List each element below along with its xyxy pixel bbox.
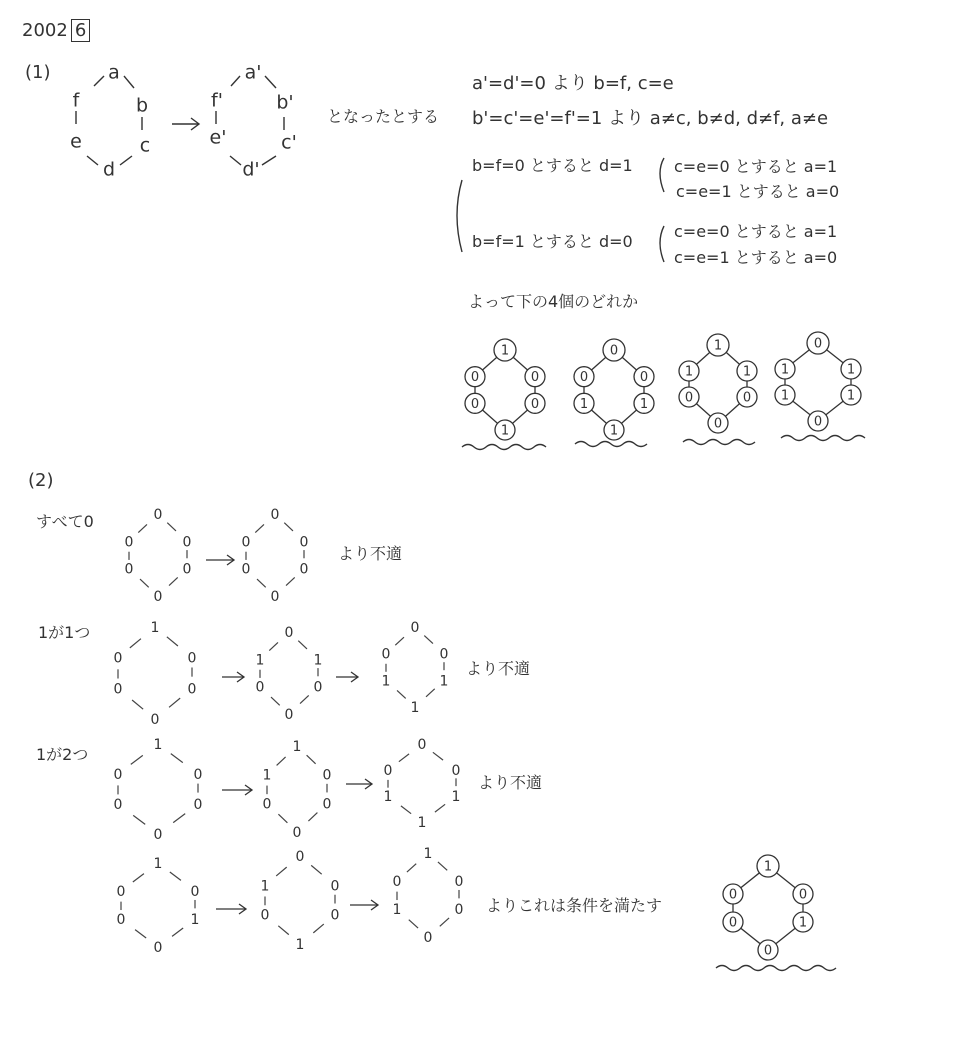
node-value: 1 <box>780 388 790 404</box>
answer-hexagon-3 <box>679 334 757 433</box>
hex-dash <box>278 814 287 823</box>
node-value: 1 <box>579 396 589 412</box>
node-value: 0 <box>417 737 427 753</box>
node-value: 1 <box>417 815 427 831</box>
hex-dash <box>298 641 307 649</box>
ring-after-e: e' <box>209 126 227 149</box>
row3-note: より不適 <box>478 773 543 792</box>
row2-note: より不適 <box>466 659 531 678</box>
ring-after-c: c' <box>281 131 297 154</box>
node-value: 0 <box>798 887 808 903</box>
node-value: 1 <box>392 902 402 918</box>
hex-dash <box>167 523 176 531</box>
node-value: 1 <box>262 767 272 784</box>
hex-dash <box>135 930 146 938</box>
node-value: 0 <box>255 679 265 696</box>
node-value: 0 <box>153 507 163 523</box>
hex-dash <box>313 924 324 933</box>
row4-note: よりこれは条件を満たす <box>486 896 663 915</box>
ring-after-d: d' <box>242 158 260 181</box>
hex-dash <box>277 757 286 766</box>
node-value: 1 <box>500 423 510 439</box>
node-value: 0 <box>322 796 332 813</box>
hex-dash <box>133 815 145 824</box>
node-value: 1 <box>313 652 323 669</box>
hex-dash <box>435 804 445 812</box>
derivation-line-1: a'=d'=0 より b=f, c=e <box>472 73 674 94</box>
node-value: 1 <box>410 700 420 716</box>
node-value: 1 <box>260 878 270 895</box>
node-value: 0 <box>262 796 272 813</box>
derivation-line-2: b'=c'=e'=f'=1 より a≠c, b≠d, d≠f, a≠e <box>472 108 829 129</box>
row3-hexagon-start <box>114 737 203 843</box>
node-value: 0 <box>113 797 123 813</box>
hex-dash <box>397 690 406 698</box>
hex-dash <box>172 928 183 936</box>
hex-dash <box>276 867 287 876</box>
hex-dash <box>167 637 178 646</box>
node-value: 0 <box>150 712 160 728</box>
answer-hexagon-1 <box>465 339 545 440</box>
row1-arrow <box>206 555 234 565</box>
ring-before-c: c <box>139 134 151 157</box>
node-value: 0 <box>392 874 402 890</box>
row4-arrow-1 <box>216 904 246 914</box>
node-value: 0 <box>124 561 134 578</box>
ring-after-b: b' <box>276 91 294 114</box>
hex-dash <box>407 864 416 872</box>
node-value: 0 <box>116 884 126 900</box>
node-value: 0 <box>530 370 540 386</box>
hex-dash <box>130 639 141 648</box>
node-value: 1 <box>639 396 649 412</box>
case-2: b=f=1 とすると d=0 <box>472 232 633 251</box>
row4-hexagon-start <box>117 856 200 956</box>
hex-dash <box>424 636 433 644</box>
node-value: 0 <box>295 849 305 865</box>
node-value: 1 <box>383 789 393 805</box>
hex-dash <box>140 579 149 587</box>
node-value: 0 <box>241 534 251 551</box>
node-value: 1 <box>500 343 510 359</box>
node-value: 0 <box>470 370 480 386</box>
part1-label: (1) <box>25 62 51 83</box>
node-value: 0 <box>284 707 294 723</box>
node-value: 0 <box>182 534 192 551</box>
hex-dash <box>171 754 183 763</box>
hex-dash <box>133 874 144 882</box>
hex-dash <box>169 698 180 707</box>
row4-answer-hexagon <box>723 855 813 960</box>
hex-dash <box>401 806 411 814</box>
node-value: 0 <box>742 390 752 406</box>
node-value: 1 <box>798 915 808 931</box>
node-value: 0 <box>423 930 433 946</box>
row2-hexagon-next <box>256 625 323 723</box>
part2-label: (2) <box>28 470 54 491</box>
node-value: 0 <box>270 507 280 523</box>
node-value: 0 <box>639 370 649 386</box>
node-value: 0 <box>284 625 294 641</box>
hex-dash <box>438 862 447 870</box>
node-value: 0 <box>116 912 126 928</box>
hex-dash <box>426 689 435 697</box>
node-value: 0 <box>813 414 823 430</box>
case-1: b=f=0 とすると d=1 <box>472 156 633 175</box>
node-value: 0 <box>684 390 694 406</box>
hex-dash <box>307 755 316 764</box>
row4-hexagon-third <box>393 846 464 946</box>
row1-note: より不適 <box>338 544 403 563</box>
node-value: 1 <box>255 652 265 669</box>
node-value: 0 <box>813 336 823 352</box>
node-value: 0 <box>383 763 393 779</box>
node-value: 1 <box>451 789 461 805</box>
ring-before-d: d <box>102 158 116 181</box>
hex-dash <box>269 642 278 650</box>
node-value: 1 <box>846 388 856 404</box>
ring-after-a: a' <box>244 61 262 84</box>
hex-dash <box>278 926 289 935</box>
hex-dash <box>311 865 322 874</box>
row1-hexagon-start <box>125 507 192 605</box>
conclusion-text: よって下の4個のどれか <box>468 292 639 311</box>
case-2a: c=e=0 とすると a=1 <box>674 222 838 241</box>
ring-before-a: a <box>108 61 120 84</box>
assumption-text: となったとする <box>327 107 440 126</box>
row3-arrow-1 <box>222 785 252 795</box>
ring-before-b: b <box>135 94 149 117</box>
hex-dash <box>131 755 143 764</box>
node-value: 0 <box>313 679 323 696</box>
hex-dash <box>138 524 147 532</box>
node-value: 0 <box>439 646 449 663</box>
row2-arrow-2 <box>336 672 358 682</box>
row2-hexagon-third <box>382 620 449 716</box>
node-value: 1 <box>742 364 752 380</box>
node-value: 0 <box>113 767 123 783</box>
node-value: 1 <box>295 937 305 953</box>
node-value: 0 <box>153 940 163 956</box>
node-value: 1 <box>423 846 433 862</box>
node-value: 0 <box>330 878 340 895</box>
node-value: 1 <box>381 673 391 690</box>
hex-dash <box>271 697 280 705</box>
hex-dash <box>170 872 181 880</box>
node-value: 0 <box>609 343 619 359</box>
node-value: 0 <box>470 396 480 412</box>
node-value: 0 <box>124 534 134 551</box>
node-value: 0 <box>410 620 420 636</box>
node-value: 0 <box>193 797 203 813</box>
node-value: 0 <box>190 884 200 900</box>
hex-dash <box>399 754 409 762</box>
node-value: 0 <box>579 370 589 386</box>
node-value: 1 <box>684 364 694 380</box>
node-value: 0 <box>299 561 309 578</box>
node-value: 1 <box>153 737 163 753</box>
row3-label: 1が2つ <box>36 745 89 764</box>
row3-hexagon-third <box>384 737 461 831</box>
node-value: 0 <box>153 827 163 843</box>
ring-before-e: e <box>70 130 82 153</box>
hex-dash <box>409 920 418 928</box>
row4-hexagon-next <box>261 849 340 953</box>
node-value: 0 <box>299 534 309 551</box>
answer-hexagon-2 <box>574 339 654 440</box>
node-value: 0 <box>153 589 163 605</box>
answer-hexagon-4 <box>775 332 861 431</box>
node-value: 0 <box>241 561 251 578</box>
row2-arrow-1 <box>222 672 244 682</box>
ring-before-f: f <box>72 89 80 112</box>
hex-dash <box>286 577 295 585</box>
case-2b: c=e=1 とすると a=0 <box>674 248 838 267</box>
row1-label: すべて0 <box>36 512 94 531</box>
node-value: 0 <box>193 767 203 783</box>
node-value: 1 <box>190 912 200 928</box>
row4-arrow-2 <box>350 900 378 910</box>
node-value: 0 <box>292 825 302 841</box>
node-value: 1 <box>713 338 723 354</box>
node-value: 1 <box>439 673 449 690</box>
node-value: 0 <box>728 887 738 903</box>
node-value: 0 <box>381 646 391 663</box>
case-1a: c=e=0 とすると a=1 <box>674 157 838 176</box>
row3-hexagon-next <box>263 739 332 841</box>
node-value: 0 <box>451 763 461 779</box>
row1-hexagon-next <box>242 507 309 605</box>
node-value: 0 <box>260 907 270 924</box>
node-value: 0 <box>530 396 540 412</box>
hex-dash <box>132 700 143 709</box>
node-value: 1 <box>846 362 856 378</box>
ring-after-f: f' <box>211 89 223 112</box>
node-value: 0 <box>113 681 123 698</box>
node-value: 1 <box>763 859 773 875</box>
node-value: 0 <box>270 589 280 605</box>
node-value: 0 <box>728 915 738 931</box>
node-value: 0 <box>187 681 197 698</box>
node-value: 0 <box>454 902 464 918</box>
hex-dash <box>308 813 317 822</box>
node-value: 1 <box>609 423 619 439</box>
hex-dash <box>257 579 266 587</box>
hex-dash <box>300 695 309 703</box>
row2-hexagon-start <box>114 620 197 728</box>
hex-dash <box>433 752 443 760</box>
node-value: 0 <box>330 907 340 924</box>
node-value: 0 <box>187 650 197 667</box>
node-value: 1 <box>292 739 302 755</box>
node-value: 1 <box>153 856 163 872</box>
year-label: 2002 6 <box>22 20 90 41</box>
row3-arrow-2 <box>346 779 372 789</box>
node-value: 1 <box>150 620 160 636</box>
node-value: 0 <box>113 650 123 667</box>
case-1b: c=e=1 とすると a=0 <box>676 182 840 201</box>
node-value: 0 <box>713 416 723 432</box>
hex-dash <box>440 918 449 926</box>
row2-label: 1が1つ <box>38 623 91 642</box>
hex-dash <box>169 577 178 585</box>
hex-dash <box>284 523 293 531</box>
node-value: 0 <box>322 767 332 784</box>
hex-dash <box>173 814 185 823</box>
node-value: 0 <box>454 874 464 890</box>
node-value: 0 <box>763 943 773 959</box>
node-value: 1 <box>780 362 790 378</box>
node-value: 0 <box>182 561 192 578</box>
hex-dash <box>255 524 264 532</box>
problem-number: 6 <box>71 19 90 42</box>
hex-dash <box>395 637 404 645</box>
